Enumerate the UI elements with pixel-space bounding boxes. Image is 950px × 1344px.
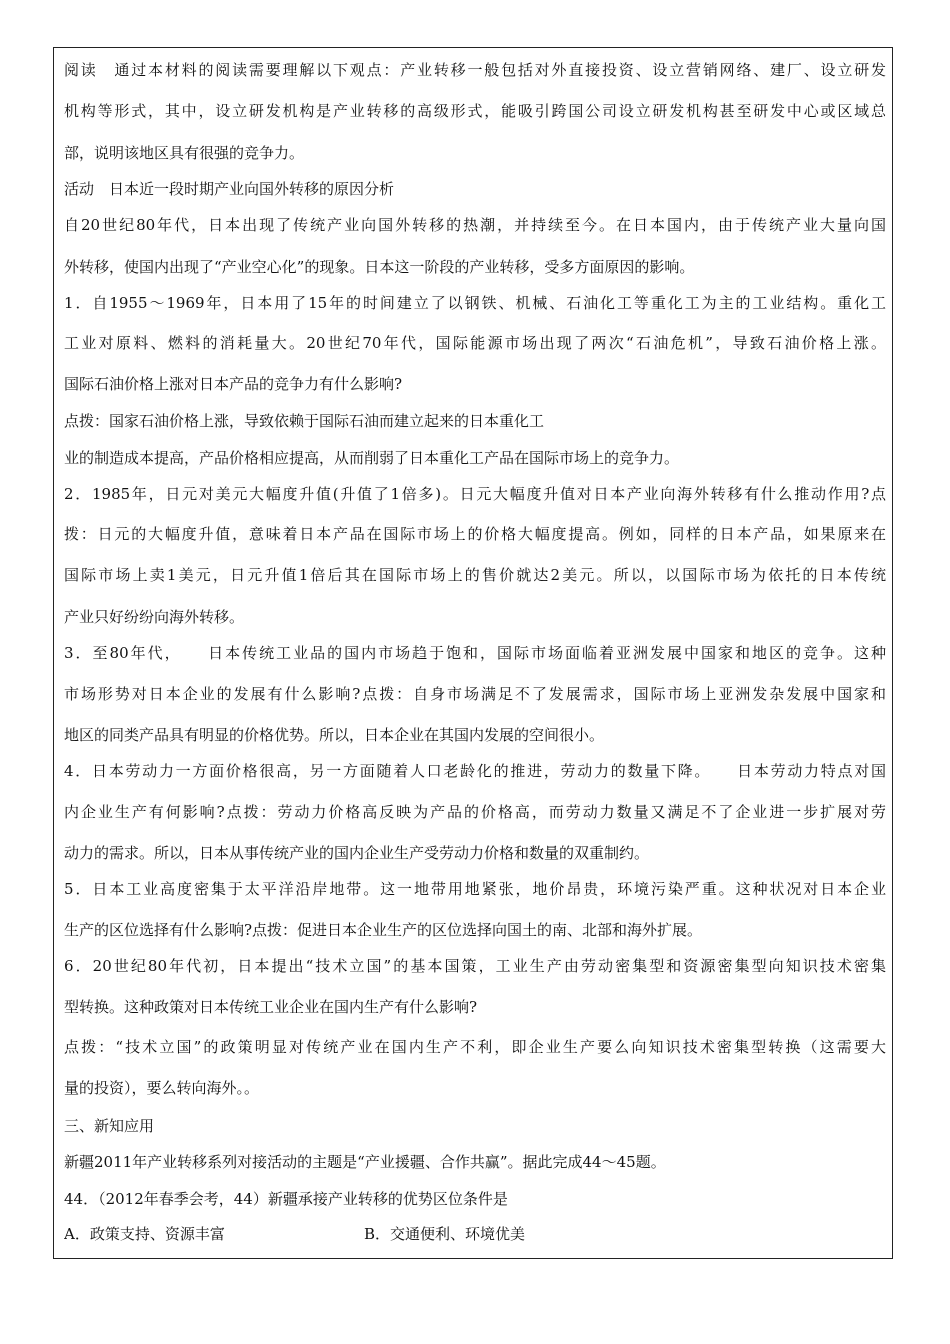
reading-intro-line-1: 阅读 通过本材料的阅读需要理解以下观点：产业转移一般包括对外直接投资、设立营销网络、建厂、设立研发 [64,61,886,79]
reading-intro-line-3: 部，说明该地区具有很强的竞争力。 [64,144,305,162]
option-b: B．交通便利、环境优美 [364,1225,526,1243]
reason-1-line-1: 1．自1955～1969年，日本用了15年的时间建立了以钢铁、机械、石油化工等重化工为主的工业结构。重化工 [64,294,886,312]
document-body [53,47,893,1259]
reason-1-question: 国际石油价格上涨对日本产品的竞争力有什么影响? [64,375,403,393]
section-heading-application: 三、新知应用 [64,1117,155,1135]
reason-1-hint-line-2: 业的制造成本提高，产品价格相应提高，从而削弱了日本重化工产品在国际市场上的竞争力。 [64,449,680,467]
reason-6-line-2: 型转换。这种政策对日本传统工业企业在国内生产有什么影响? [64,998,478,1016]
background-line-1: 自20世纪80年代，日本出现了传统产业向国外转移的热潮，并持续至今。在日本国内，由于传统产业大量向国 [64,216,886,234]
activity-heading: 活动 日本近一段时期产业向国外转移的原因分析 [64,180,395,198]
reason-4-line-2: 内企业生产有何影响?点拨：劳动力价格高反映为产品的价格高，而劳动力数量又满足不了企业进一步扩展对劳 [64,803,886,821]
reason-1-hint-line-1: 点拨：国家石油价格上涨，导致依赖于国际石油而建立起来的日本重化工 [64,412,545,430]
question-44: 44．（2012年春季会考，44）新疆承接产业转移的优势区位条件是 [64,1190,508,1208]
reason-1-line-2: 工业对原料、燃料的消耗量大。20世纪70年代，国际能源市场出现了两次“石油危机”，导致石油价格上涨。 [64,334,886,352]
reason-3-line-2: 市场形势对日本企业的发展有什么影响?点拨：自身市场满足不了发展需求，国际市场上亚洲发杂发展中国家和 [64,685,886,703]
reason-3-line-3: 地区的同类产品具有明显的价格优势。所以，日本企业在其国内发展的空间很小。 [64,726,605,744]
question-intro: 新疆2011年产业转移系列对接活动的主题是“产业援疆、合作共赢”。据此完成44～45题。 [64,1153,666,1171]
reason-5-line-1: 5．日本工业高度密集于太平洋沿岸地带。这一地带用地紧张，地价昂贵，环境污染严重。这种状况对日本企业 [64,880,886,898]
reason-3-line-1: 3．至80年代， 日本传统工业品的国内市场趋于饱和，国际市场面临着亚洲发展中国家和地区的竞争。这种 [64,644,886,662]
reason-5-line-2: 生产的区位选择有什么影响?点拨：促进日本企业生产的区位选择向国土的南、北部和海外扩展。 [64,921,703,939]
reading-intro-line-2: 机构等形式，其中，设立研发机构是产业转移的高级形式，能吸引跨国公司设立研发机构甚至研发中心或区域总 [64,102,886,120]
reason-2-line-1: 2．1985年，日元对美元大幅度升值(升值了1倍多)。日元大幅度升值对日本产业向海外转移有什么推动作用?点 [64,485,886,503]
reason-2-line-3: 国际市场上卖1美元，日元升值1倍后其在国际市场上的售价就达2美元。所以，以国际市场为依托的日本传统 [64,566,886,584]
option-a: A．政策支持、资源丰富 [64,1225,225,1243]
reason-6-hint-line-2: 量的投资），要么转向海外。。 [64,1079,260,1097]
reason-4-line-1: 4．日本劳动力一方面价格很高，另一方面随着人口老龄化的推进，劳动力的数量下降。 日本劳动力特点对国 [64,762,886,780]
reason-4-line-3: 动力的需求。所以，日本从事传统产业的国内企业生产受劳动力价格和数量的双重制约。 [64,844,650,862]
reason-2-line-2: 拨：日元的大幅度升值，意味着日本产品在国际市场上的价格大幅度提高。例如，同样的日本产品，如果原来在 [64,525,886,543]
reason-6-line-1: 6．20世纪80年代初，日本提出“技术立国”的基本国策，工业生产由劳动密集型和资源密集型向知识技术密集 [64,957,886,975]
reason-6-hint-line-1: 点拨：“技术立国”的政策明显对传统产业在国内生产不利，即企业生产要么向知识技术密集型转换（这需要大 [64,1038,886,1056]
reason-2-line-4: 产业只好纷纷向海外转移。 [64,608,245,626]
background-line-2: 外转移，使国内出现了“产业空心化”的现象。日本这一阶段的产业转移，受多方面原因的影响。 [64,258,695,276]
